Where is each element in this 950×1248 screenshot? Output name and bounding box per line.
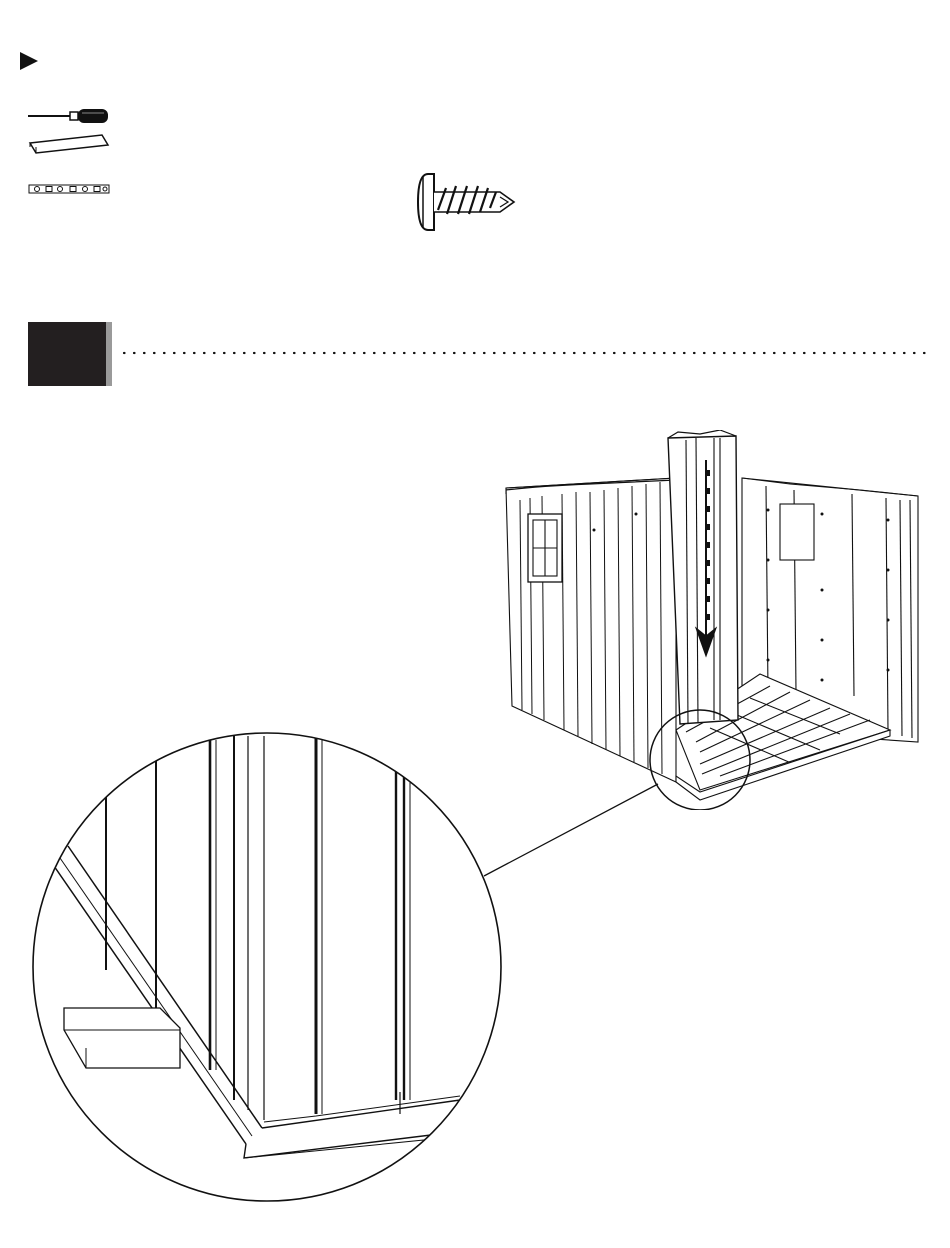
shed-corner-post-illustration (500, 430, 930, 810)
triangle-play-icon (18, 50, 40, 72)
step-number-box (28, 322, 112, 386)
screwdriver-icon (26, 104, 112, 128)
magnified-corner-detail (30, 730, 504, 1204)
step-separator-line (122, 350, 928, 356)
wood-block-icon (28, 133, 112, 155)
bit-strip-icon (28, 183, 110, 195)
step-number (28, 322, 106, 386)
pan-head-screw-icon (414, 170, 520, 234)
detail-leader-line (480, 780, 660, 880)
